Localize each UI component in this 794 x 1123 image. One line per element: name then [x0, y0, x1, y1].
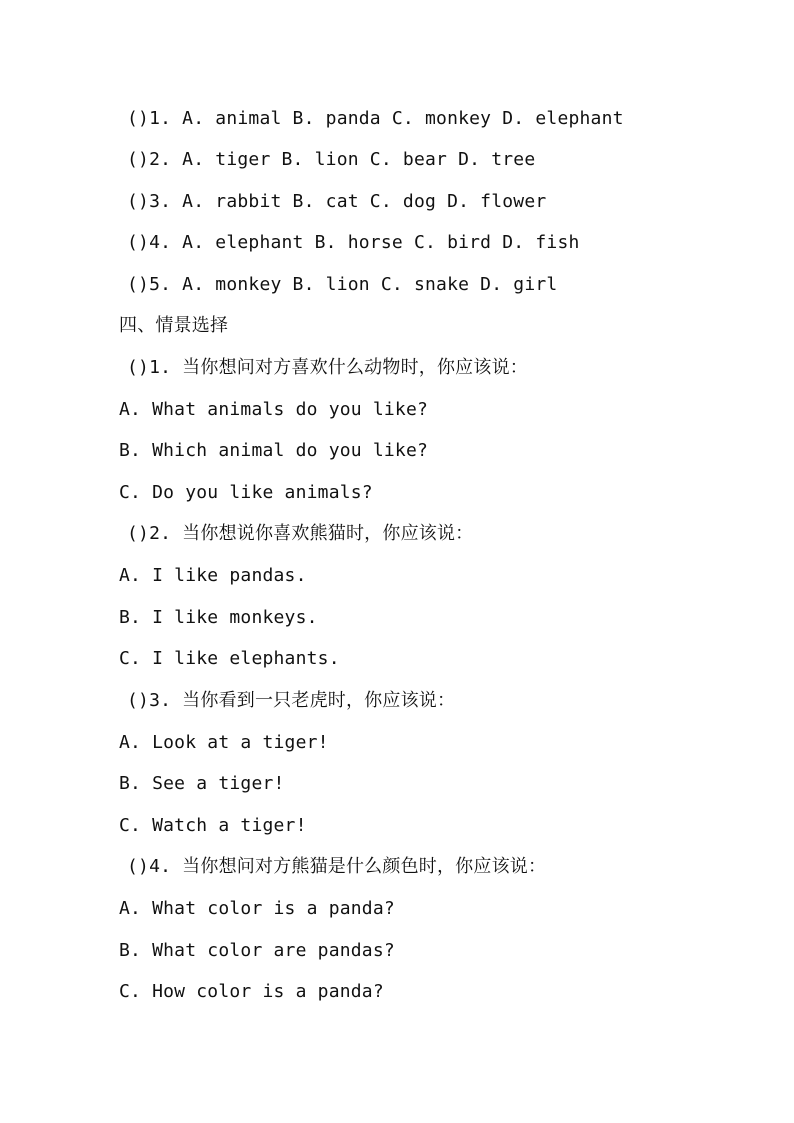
question-2-option-c: C. I like elephants.	[119, 648, 340, 669]
section4-heading: 四、情景选择	[119, 315, 229, 336]
question-3-option-c: C. Watch a tiger!	[119, 815, 307, 836]
question-4-option-b: B. What color are pandas?	[119, 940, 395, 961]
question-1-option-c: C. Do you like animals?	[119, 482, 373, 503]
section3-item-3: ()3. A. rabbit B. cat C. dog D. flower	[127, 191, 547, 212]
question-4-prompt: ()4. 当你想问对方熊猫是什么颜色时，你应该说：	[127, 856, 547, 877]
question-1-option-b: B. Which animal do you like?	[119, 440, 429, 461]
question-1-option-a: A. What animals do you like?	[119, 399, 429, 420]
question-3-option-b: B. See a tiger!	[119, 773, 285, 794]
question-3-option-a: A. Look at a tiger!	[119, 732, 329, 753]
section3-item-2: ()2. A. tiger B. lion C. bear D. tree	[127, 149, 536, 170]
question-1-prompt: ()1. 当你想问对方喜欢什么动物时，你应该说：	[127, 357, 528, 378]
question-4-option-a: A. What color is a panda?	[119, 898, 395, 919]
section3-item-4: ()4. A. elephant B. horse C. bird D. fish	[127, 232, 580, 253]
section3-item-1: ()1. A. animal B. panda C. monkey D. elephant	[127, 108, 624, 129]
question-4-option-c: C. How color is a panda?	[119, 981, 384, 1002]
question-2-prompt: ()2. 当你想说你喜欢熊猫时，你应该说：	[127, 523, 474, 544]
question-2-option-b: B. I like monkeys.	[119, 607, 318, 628]
question-2-option-a: A. I like pandas.	[119, 565, 307, 586]
section3-item-5: ()5. A. monkey B. lion C. snake D. girl	[127, 274, 558, 295]
question-3-prompt: ()3. 当你看到一只老虎时，你应该说：	[127, 690, 456, 711]
